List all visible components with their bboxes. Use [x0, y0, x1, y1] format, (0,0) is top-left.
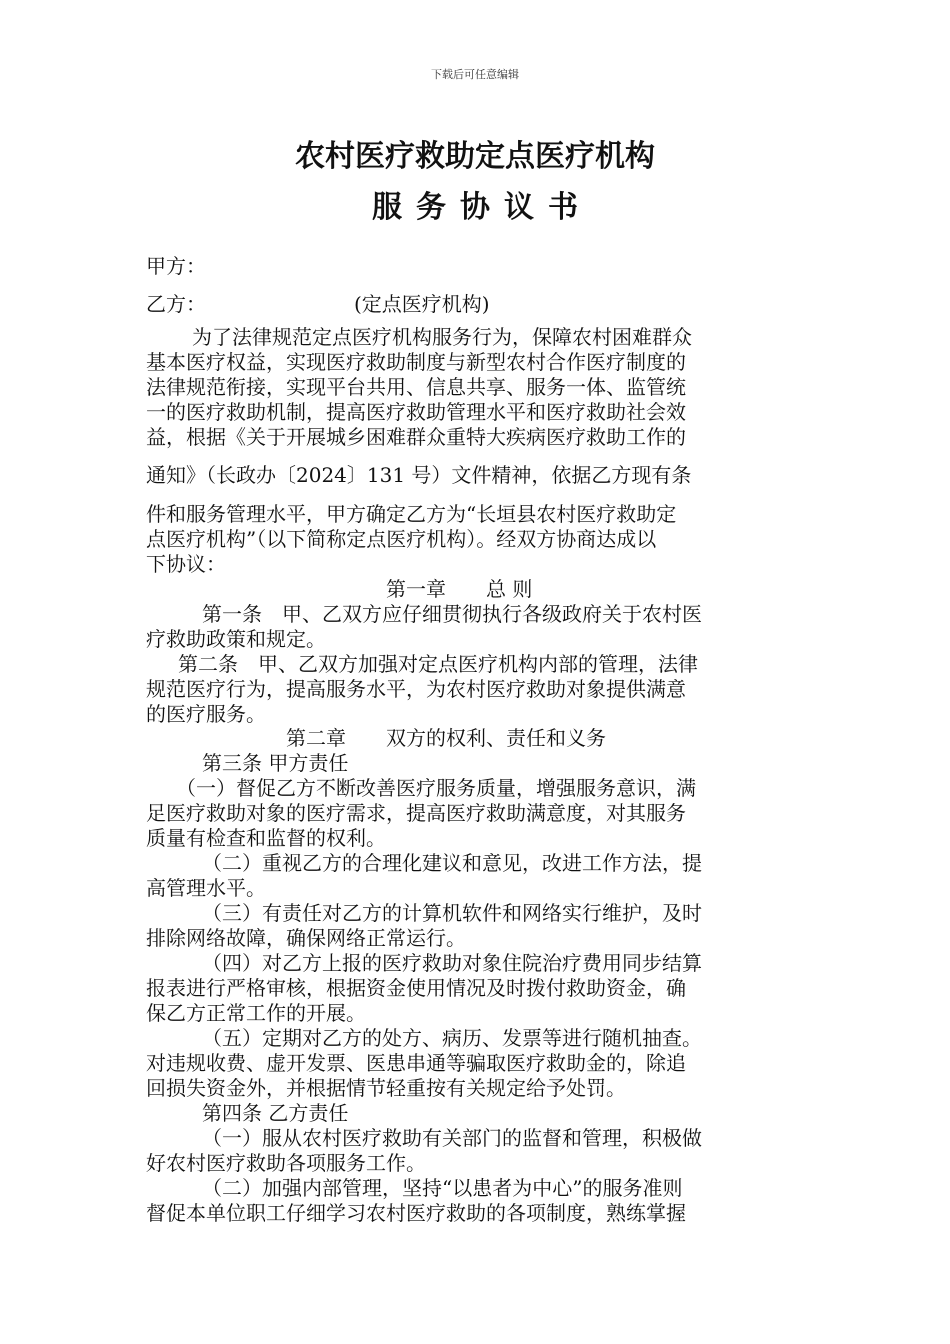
download-note: 下载后可任意编辑	[431, 68, 519, 81]
article-4-item-line: 督促本单位职工仔细学习农村医疗救助的各项制度，熟练掌握	[146, 1201, 686, 1225]
article-3-item-line: 回损失资金外，并根据情节轻重按有关规定给予处罚。	[146, 1076, 626, 1100]
intro-line: 下协议：	[146, 552, 226, 576]
chapter-1-heading: 第一章 总 则	[386, 577, 533, 601]
article-2-line: 的医疗服务。	[146, 702, 266, 726]
intro-line: 法律规范衔接，实现平台共用、信息共享、服务一体、监管统	[146, 375, 686, 399]
article-3-item-line: （一）督促乙方不断改善医疗服务质量，增强服务意识，满	[176, 776, 696, 800]
article-3-item-line: （四）对乙方上报的医疗救助对象住院治疗费用同步结算	[202, 951, 702, 975]
article-3-item-line: （三）有责任对乙方的计算机软件和网络实行维护，及时	[202, 901, 702, 925]
article-4-item-line: （二）加强内部管理，坚持“以患者为中心”的服务准则	[202, 1176, 683, 1200]
intro-line: 一的医疗救助机制，提高医疗救助管理水平和医疗救助社会效	[146, 400, 686, 424]
article-3-item-line: 对违规收费、虚开发票、医患串通等骗取医疗救助金的，除追	[146, 1051, 686, 1075]
article-4-item-line: （一）服从农村医疗救助有关部门的监督和管理，积极做	[202, 1126, 702, 1150]
article-3-item-line: 高管理水平。	[146, 876, 266, 900]
document-title: 农村医疗救助定点医疗机构	[295, 139, 655, 174]
article-1-line: 疗救助政策和规定。	[146, 627, 326, 651]
intro-line: 件和服务管理水平，甲方确定乙方为“长垣县农村医疗救助定	[146, 502, 677, 526]
party-b-note: (定点医疗机构)	[354, 292, 490, 316]
article-4-item-line: 好农村医疗救助各项服务工作。	[146, 1151, 426, 1175]
document-subtitle: 服务协议书	[372, 190, 592, 225]
party-b-line	[146, 288, 490, 317]
article-1-line: 第一条 甲、乙双方应仔细贯彻执行各级政府关于农村医	[202, 602, 702, 626]
intro-line: 通知》（长政办〔2024〕131 号）文件精神，依据乙方现有条	[146, 463, 692, 487]
article-3-title: 第三条 甲方责任	[202, 751, 349, 775]
article-3-item-line: 足医疗救助对象的医疗需求，提高医疗救助满意度，对其服务	[146, 801, 686, 825]
chapter-2-heading: 第二章 双方的权利、责任和义务	[286, 726, 606, 750]
article-3-item-line: 保乙方正常工作的开展。	[146, 1001, 366, 1025]
article-3-item-line: （五）定期对乙方的处方、病历、发票等进行随机抽查。	[202, 1026, 702, 1050]
intro-line: 为了法律规范定点医疗机构服务行为，保障农村困难群众	[192, 325, 692, 349]
intro-line: 益，根据《关于开展城乡困难群众重特大疾病医疗救助工作的	[146, 425, 686, 449]
article-3-item-line: （二）重视乙方的合理化建议和意见，改进工作方法，提	[202, 851, 702, 875]
party-b-label: 乙方：	[146, 292, 206, 316]
article-3-item-line: 质量有检查和监督的权利。	[146, 826, 386, 850]
article-2-line: 第二条 甲、乙双方加强对定点医疗机构内部的管理，法律	[178, 652, 698, 676]
intro-line: 基本医疗权益，实现医疗救助制度与新型农村合作医疗制度的	[146, 350, 686, 374]
article-3-item-line: 排除网络故障，确保网络正常运行。	[146, 926, 466, 950]
party-a-label: 甲方：	[146, 254, 206, 278]
article-4-title: 第四条 乙方责任	[202, 1101, 349, 1125]
article-2-line: 规范医疗行为，提高服务水平，为农村医疗救助对象提供满意	[146, 677, 686, 701]
article-3-item-line: 报表进行严格审核，根据资金使用情况及时拨付救助资金，确	[146, 976, 686, 1000]
intro-line: 点医疗机构”（以下简称定点医疗机构）。经双方协商达成以	[146, 527, 657, 551]
